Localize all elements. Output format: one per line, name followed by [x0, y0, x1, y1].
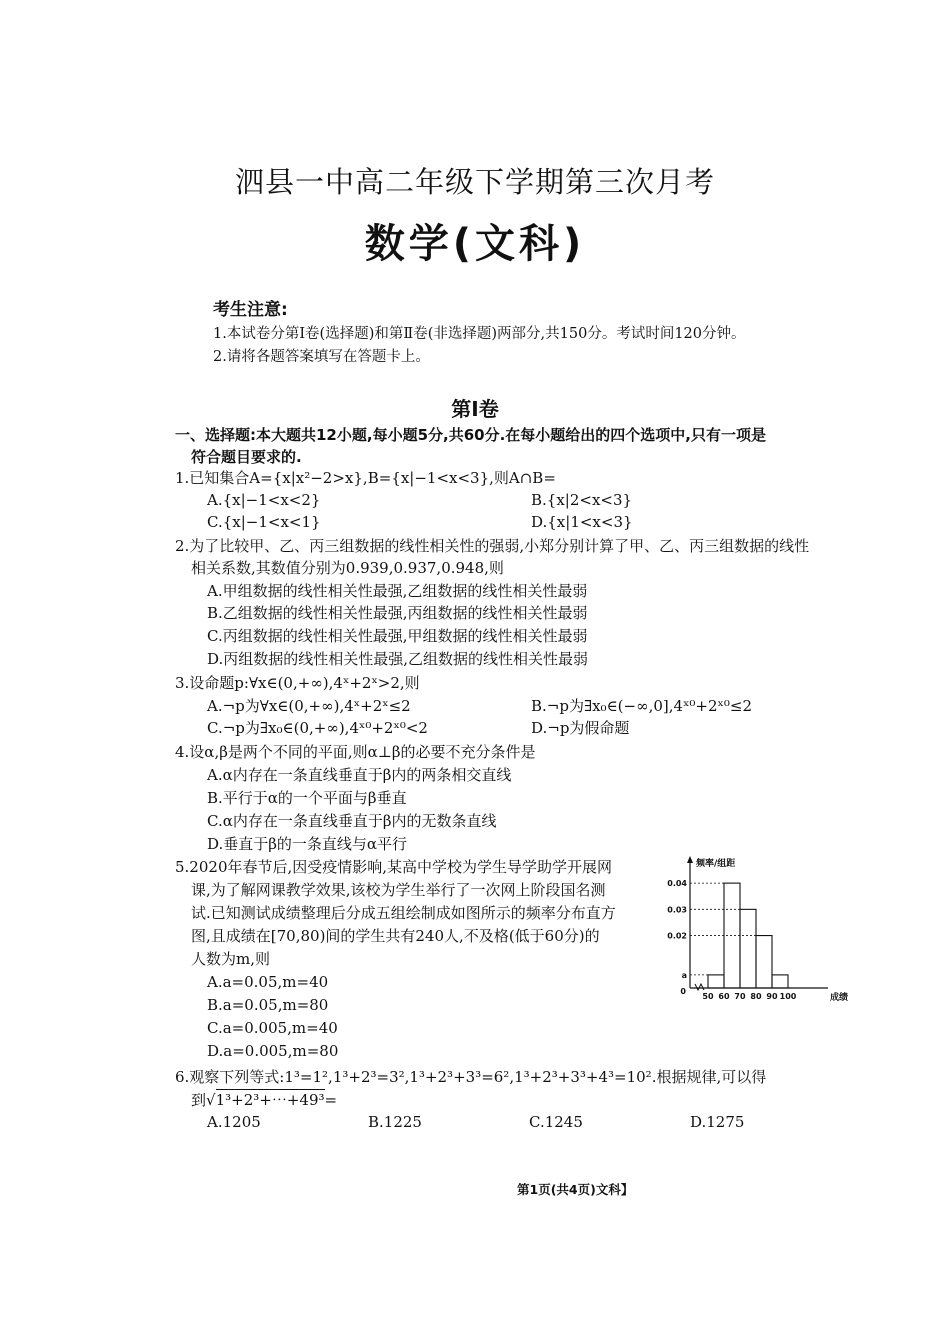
- q5-stem-3: 试.已知测试成绩整理后分成五组绘制成如图所示的频率分布直方: [191, 904, 616, 922]
- notice-heading: 考生注意:: [213, 300, 288, 320]
- origin-label: 0: [680, 987, 686, 996]
- section-header-cont: 符合题目要求的.: [191, 448, 302, 466]
- y-tick-label: 0.02: [667, 931, 687, 941]
- volume-title: 第Ⅰ卷: [451, 397, 499, 421]
- q6-suffix: =: [324, 1091, 338, 1109]
- subject-title: 数学(文科): [364, 221, 586, 267]
- page-footer: 第1页(共4页)文科】: [517, 1182, 634, 1197]
- notice-item-2: 2.请将各题答案填写在答题卡上。: [213, 349, 430, 365]
- sqrt-icon: √: [206, 1091, 216, 1109]
- x-tick-label: 80: [750, 992, 762, 1001]
- q6-option-b: B.1225: [368, 1113, 422, 1131]
- q2-option-c: C.丙组数据的线性相关性最强,甲组数据的线性相关性最弱: [207, 627, 588, 645]
- y-tick-label: 0.04: [667, 879, 687, 889]
- q5-stem-1: 5.2020年春节后,因受疫情影响,某高中学校为学生导学助学开展网: [175, 858, 613, 876]
- x-tick-label: 100: [779, 992, 797, 1001]
- x-axis-label: 成绩: [830, 993, 849, 1003]
- q3-option-d: D.¬p为假命题: [531, 719, 630, 737]
- histogram-bar: [772, 975, 788, 988]
- exam-title: 泗县一中高二年级下学期第三次月考: [234, 165, 715, 199]
- y-tick-label: 0.03: [667, 905, 687, 915]
- q2-stem-1: 2.为了比较甲、乙、丙三组数据的线性相关性的强弱,小郑分别计算了甲、乙、丙三组数据的线性: [175, 537, 810, 555]
- q4-option-a: A.α内存在一条直线垂直于β内的两条相交直线: [207, 766, 512, 784]
- q5-option-c: C.a=0.005,m=40: [207, 1019, 338, 1037]
- x-tick-label: 50: [702, 992, 714, 1001]
- y-axis-label: 频率/组距: [696, 859, 736, 869]
- section-header: 一、选择题:本大题共12小题,每小题5分,共60分.在每小题给出的四个选项中,只有一项是: [175, 426, 766, 444]
- histogram-bar: [740, 909, 756, 988]
- q5-stem-4: 图,且成绩在[70,80)间的学生共有240人,不及格(低于60分)的: [191, 927, 600, 945]
- q3-option-c: C.¬p为∃x₀∈(0,+∞),4ˣ⁰+2ˣ⁰<2: [207, 719, 428, 737]
- frequency-histogram: [660, 850, 850, 1010]
- q2-option-d: D.丙组数据的线性相关性最强,乙组数据的线性相关性最弱: [207, 650, 589, 668]
- q2-option-b: B.乙组数据的线性相关性最强,丙组数据的线性相关性最弱: [207, 604, 588, 622]
- q3-option-a: A.¬p为∀x∈(0,+∞),4ˣ+2ˣ≤2: [207, 697, 411, 715]
- q1-stem: 1.已知集合A={x|x²−2>x},B={x|−1<x<3},则A∩B=: [175, 469, 556, 487]
- q5-stem-5: 人数为m,则: [191, 950, 270, 968]
- q4-stem: 4.设α,β是两个不同的平面,则α⊥β的必要不充分条件是: [175, 743, 536, 761]
- histogram-bar: [708, 975, 724, 988]
- q5-option-b: B.a=0.05,m=80: [207, 996, 329, 1014]
- q6-stem-2: [191, 1090, 337, 1110]
- q6-option-a: A.1205: [207, 1113, 261, 1131]
- x-tick-label: 60: [718, 992, 730, 1001]
- q6-radicand: 1³+2³+⋯+49³: [215, 1091, 325, 1109]
- x-tick-label: 70: [734, 992, 746, 1001]
- histogram-bar: [756, 936, 772, 988]
- q6-option-c: C.1245: [529, 1113, 583, 1131]
- q6-stem-1: 6.观察下列等式:1³=1²,1³+2³=3²,1³+2³+3³=6²,1³+2³+3³+4³=10².根据规律,可以得: [175, 1068, 767, 1086]
- q6-option-d: D.1275: [690, 1113, 745, 1131]
- q3-option-b: B.¬p为∃x₀∈(−∞,0],4ˣ⁰+2ˣ⁰≤2: [531, 697, 753, 715]
- q2-stem-2: 相关系数,其数值分别为0.939,0.937,0.948,则: [191, 559, 504, 577]
- q1-option-c: C.{x|−1<x<1}: [207, 513, 321, 531]
- q4-option-d: D.垂直于β的一条直线与α平行: [207, 835, 408, 853]
- q1-option-a: A.{x|−1<x<2}: [207, 491, 321, 509]
- y-axis-arrow-icon: [687, 856, 693, 863]
- q5-stem-2: 课,为了解网课教学效果,该校为学生举行了一次网上阶段国名测: [191, 881, 606, 899]
- y-tick-label: a: [681, 970, 687, 980]
- notice-item-1: 1.本试卷分第Ⅰ卷(选择题)和第Ⅱ卷(非选择题)两部分,共150分。考试时间120分钟。: [213, 326, 746, 342]
- q5-option-d: D.a=0.005,m=80: [207, 1042, 339, 1060]
- q4-option-c: C.α内存在一条直线垂直于β内的无数条直线: [207, 812, 497, 830]
- q1-option-b: B.{x|2<x<3}: [531, 491, 633, 509]
- q4-option-b: B.平行于α的一个平面与β垂直: [207, 789, 407, 807]
- q5-option-a: A.a=0.05,m=40: [207, 973, 329, 991]
- q1-option-d: D.{x|1<x<3}: [531, 513, 633, 531]
- q6-prefix: 到: [191, 1091, 207, 1109]
- q3-stem: 3.设命题p:∀x∈(0,+∞),4ˣ+2ˣ>2,则: [175, 674, 420, 692]
- x-tick-label: 90: [766, 992, 778, 1001]
- axis-break-icon: [695, 984, 704, 990]
- q2-option-a: A.甲组数据的线性相关性最强,乙组数据的线性相关性最弱: [207, 582, 588, 600]
